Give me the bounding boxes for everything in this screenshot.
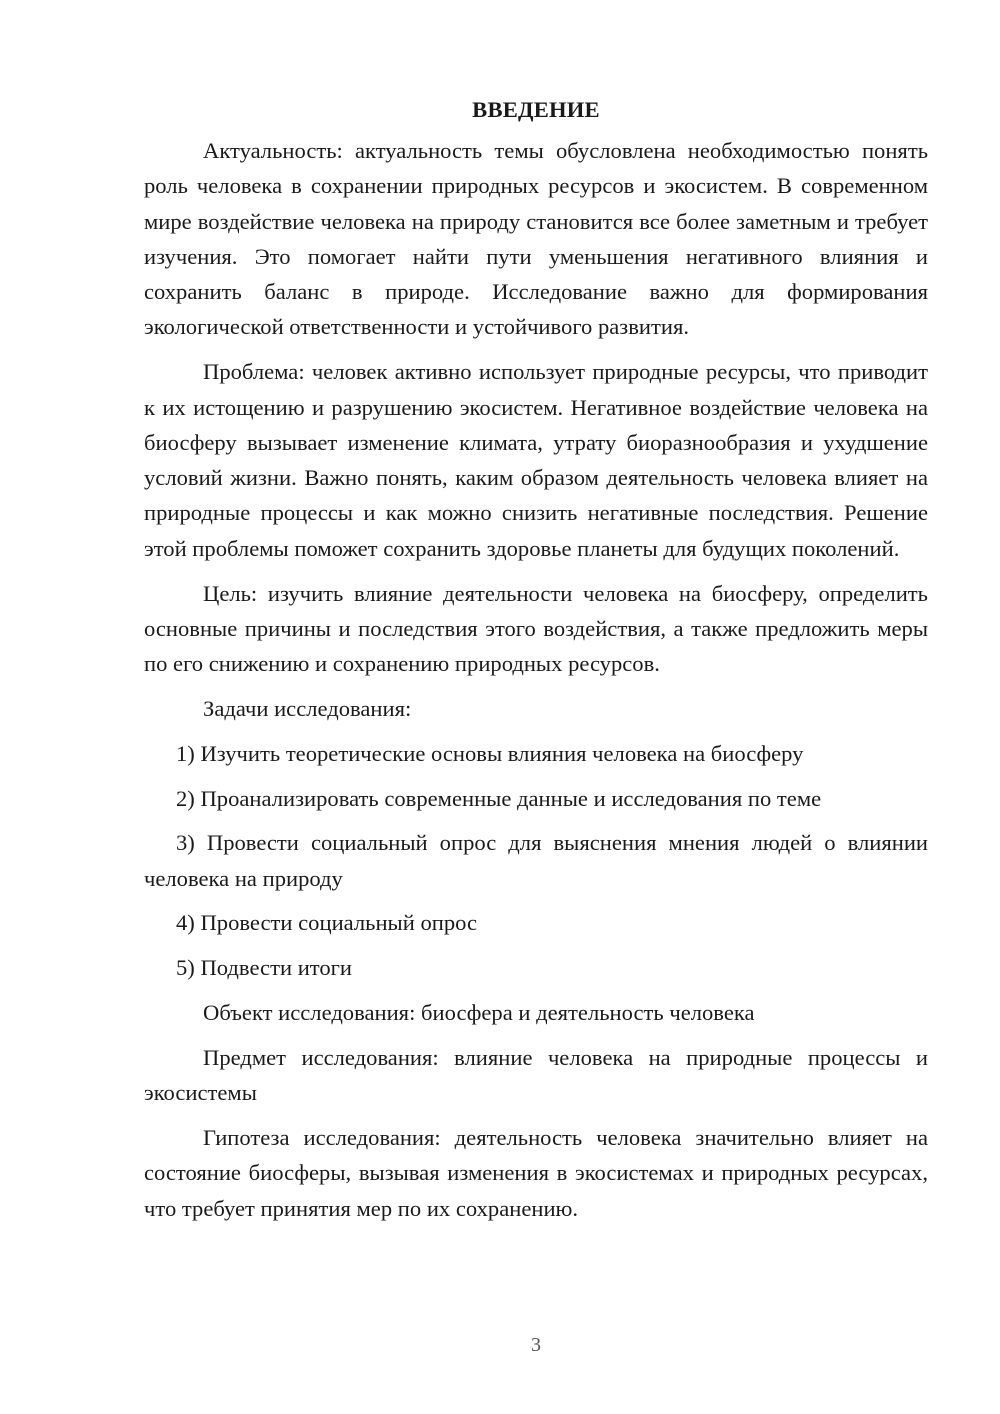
task-item-2: 2) Проанализировать современные данные и исследования по теме [176, 785, 822, 811]
task-item-4: 4) Провести социальный опрос [176, 910, 478, 936]
paragraph-goal: Цель: изучить влияние деятельности человека на биосферу, определить основные причины и последствия этого воздействия, а также предложить меры по его снижению и сохранению природных ресурсов. [144, 580, 928, 677]
task-item-5: 5) Подвести итоги [176, 955, 353, 981]
research-subject: Предмет исследования: влияние человека на природные процессы и экосистемы [144, 1044, 928, 1106]
page-title: ВВЕДЕНИЕ [472, 97, 600, 122]
page-number: 3 [531, 1334, 541, 1356]
document-page [144, 92, 928, 1235]
task-item-1: 1) Изучить теоретические основы влияния человека на биосферу [176, 740, 804, 766]
paragraph-relevance: Актуальность: актуальность темы обусловлена необходимостью понять роль человека в сохранении природных ресурсов и экосистем. В современном мире воздействие человека на природу становится все более заметным и требует изучения. Это помогает найти пути уменьшения негативного влияния и сохранить баланс в природе. Исследование важно для формирования экологической ответственности и устойчивого развития. [144, 138, 928, 340]
task-item-3: 3) Провести социальный опрос для выяснения мнения людей о влиянии человека на природу [144, 830, 928, 891]
research-hypothesis: Гипотеза исследования: деятельность человека значительно влияет на состояние биосферы, вызывая изменения в экосистемах и природных ресурсах, что требует принятия мер по их сохранению. [144, 1124, 928, 1221]
paragraph-problem: Проблема: человек активно использует природные ресурсы, что приводит к их истощению и разрушению экосистем. Негативное воздействие человека на биосферу вызывает изменение климата, утрату биоразнообразия и ухудшение условий жизни. Важно понять, каким образом деятельность человека влияет на природные процессы и как можно снизить негативные последствия. Решение этой проблемы поможет сохранить здоровье планеты для будущих поколений. [144, 359, 928, 561]
research-object: Объект исследования: биосфера и деятельность человека [203, 1000, 755, 1026]
paragraph-tasks-heading: Задачи исследования: [203, 695, 412, 721]
